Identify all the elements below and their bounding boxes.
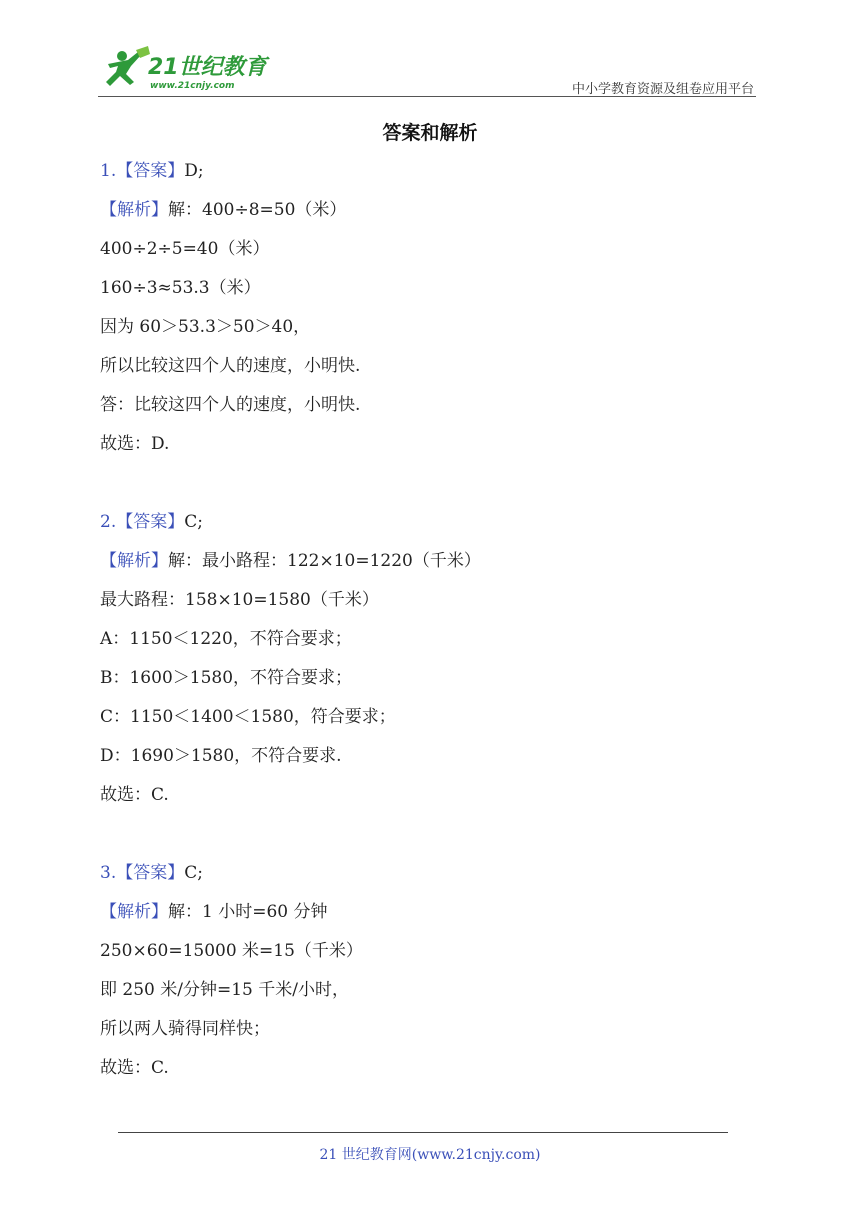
section-gap <box>100 464 760 503</box>
page-header <box>98 44 756 96</box>
analysis-text: 解：最小路程：122×10=1220（千米） <box>168 551 481 571</box>
answer-value: C; <box>184 512 203 532</box>
analysis-label: 【解析】 <box>100 902 168 922</box>
answer-content <box>100 152 760 1088</box>
answer-line-q1 <box>100 152 760 191</box>
analysis-line: 故选：C. <box>100 785 169 805</box>
site-tagline: 中小学教育资源及组卷应用平台 <box>571 82 754 97</box>
answer-label: 【答案】 <box>116 512 185 532</box>
question-number: 1. <box>100 161 117 181</box>
answer-line-q3 <box>100 854 760 893</box>
logo-21cnjy <box>98 44 288 94</box>
answer-line-q2 <box>100 503 760 542</box>
analysis-line <box>100 542 760 581</box>
analysis-line: 答：比较这四个人的速度，小明快. <box>100 395 361 415</box>
analysis-line: 所以两人骑得同样快； <box>100 1019 270 1039</box>
analysis-text: 解：1 小时=60 分钟 <box>168 902 328 922</box>
question-number: 2. <box>100 512 117 532</box>
analysis-line: 即 250 米/分钟=15 千米/小时， <box>100 980 349 1000</box>
footer-link[interactable]: 21 世纪教育网(www.21cnjy.com) <box>319 1147 541 1163</box>
analysis-line <box>100 191 760 230</box>
analysis-line: C：1150＜1400＜1580，符合要求； <box>100 707 396 727</box>
analysis-line: B：1600＞1580，不符合要求； <box>100 668 353 688</box>
analysis-text: 解：400÷8=50（米） <box>168 200 347 220</box>
analysis-line: A：1150＜1220，不符合要求； <box>100 629 352 649</box>
analysis-label: 【解析】 <box>100 200 168 220</box>
analysis-label: 【解析】 <box>100 551 168 571</box>
logo-url: www.21cnjy.com <box>150 81 235 91</box>
analysis-line: 所以比较这四个人的速度，小明快. <box>100 356 361 376</box>
answer-label: 【答案】 <box>116 863 185 883</box>
analysis-line: 最大路程：158×10=1580（千米） <box>100 590 379 610</box>
question-number: 3. <box>100 863 117 883</box>
analysis-line: 250×60=15000 米=15（千米） <box>100 941 363 961</box>
analysis-line: D：1690＞1580，不符合要求. <box>100 746 342 766</box>
analysis-line: 故选：D. <box>100 434 170 454</box>
footer-divider <box>118 1132 728 1133</box>
analysis-line: 400÷2÷5=40（米） <box>100 239 270 259</box>
analysis-line: 因为 60＞53.3＞50＞40， <box>100 317 311 337</box>
section-gap <box>100 815 760 854</box>
page-title: 答案和解析 <box>382 122 478 144</box>
answer-label: 【答案】 <box>116 161 185 181</box>
analysis-line: 故选：C. <box>100 1058 169 1078</box>
analysis-line <box>100 893 760 932</box>
header-divider <box>98 96 756 97</box>
analysis-line: 160÷3≈53.3（米） <box>100 278 261 298</box>
answer-value: D; <box>184 161 204 181</box>
runner-icon <box>106 46 150 86</box>
logo-text: 21世纪教育 <box>148 55 267 80</box>
answer-value: C; <box>184 863 203 883</box>
